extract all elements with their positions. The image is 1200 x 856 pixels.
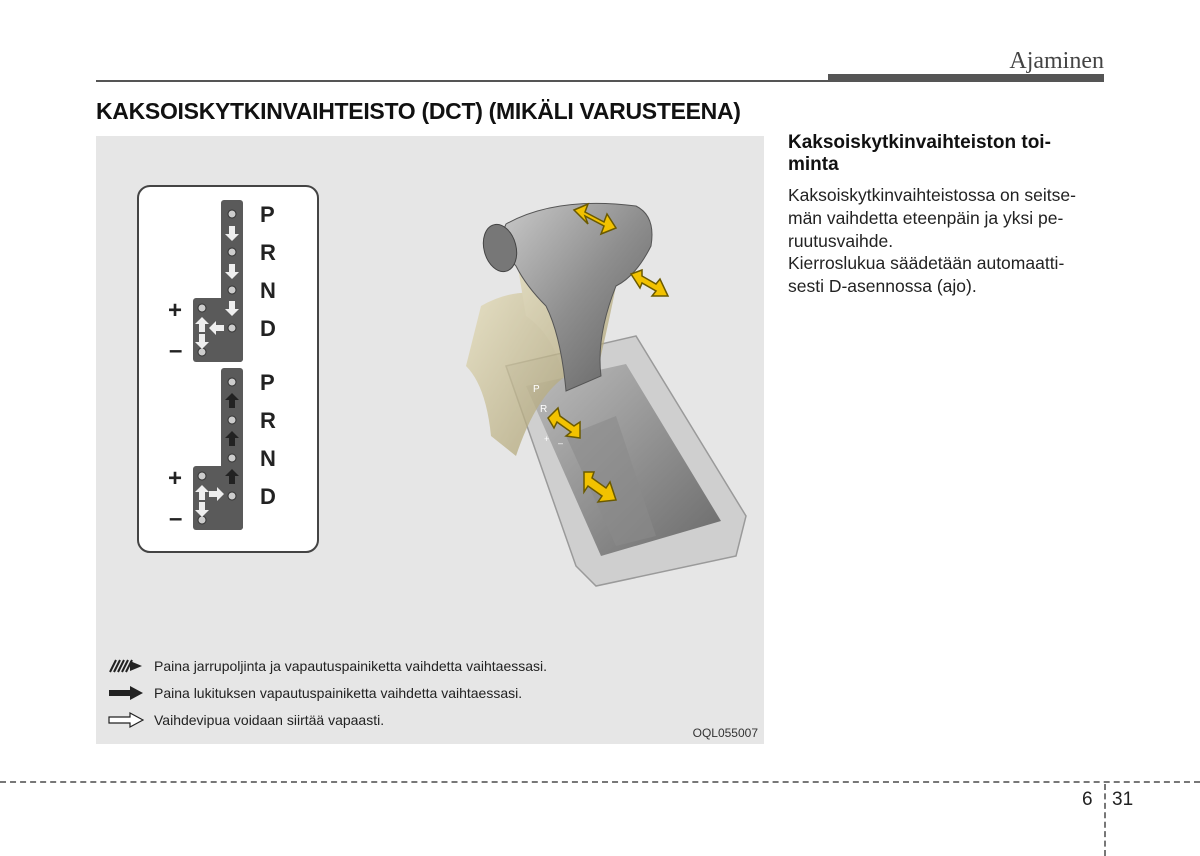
brake-and-release-arrow-icon	[108, 658, 144, 674]
gate2-D: D	[260, 484, 276, 509]
chapter-number: 6	[1082, 789, 1093, 810]
legend-item	[108, 706, 748, 733]
gate2-R: R	[260, 408, 276, 433]
legend-item	[108, 679, 748, 706]
footer-dashed-rule	[0, 781, 1200, 783]
gate2-plus: +	[168, 465, 183, 492]
footer-dashed-divider	[1104, 784, 1106, 856]
subheading: Kaksoiskytkinvaihteiston toi- minta	[788, 132, 1051, 175]
solid-arrow-icon	[108, 685, 144, 701]
figure-legend	[108, 652, 748, 733]
gate1-plus: +	[168, 297, 183, 324]
outline-arrow-icon	[108, 712, 144, 728]
paragraph-2: Kierroslukua säädetään automaatti- sesti D-asennossa (ajo).	[788, 253, 1065, 296]
paragraph-1: Kaksoiskytkinvaihteistossa on seitse- män vaihdetta eteenpäin ja yksi pe- ruutusvaihde.	[788, 185, 1076, 251]
figure-code: OQL055007	[692, 726, 758, 740]
section-title: KAKSOISKYTKINVAIHTEISTO (DCT) (MIKÄLI VARUSTEENA)	[96, 98, 741, 124]
header-section-label: Ajaminen	[1009, 48, 1104, 74]
gate1-P: P	[260, 202, 275, 227]
gate2-N: N	[260, 446, 276, 471]
gate2-P: P	[260, 370, 275, 395]
legend-text: Paina lukituksen vapautuspainiketta vaihdetta vaihtaessasi.	[154, 684, 523, 701]
legend-text: Vaihdevipua voidaan siirtää vapaasti.	[154, 711, 385, 728]
header-bar	[828, 74, 1104, 82]
page-number: 31	[1112, 789, 1134, 810]
gate2-minus: –	[169, 505, 183, 532]
lever-mark-plus: +	[544, 434, 550, 444]
gate1-N: N	[260, 278, 276, 303]
legend-item	[108, 652, 748, 679]
gate1-minus: –	[169, 337, 183, 364]
gate1-D: D	[260, 316, 276, 341]
arrow-forward-back-upper-icon	[631, 270, 668, 296]
gate1-R: R	[260, 240, 276, 265]
lever-mark-minus: –	[558, 438, 564, 448]
figure	[96, 136, 764, 744]
lever-mark-P: P	[533, 384, 540, 395]
legend-text: Paina jarrupoljinta ja vapautuspainiketta vaihdetta vaihtaessasi.	[154, 657, 548, 674]
lever-mark-R: R	[540, 404, 548, 415]
